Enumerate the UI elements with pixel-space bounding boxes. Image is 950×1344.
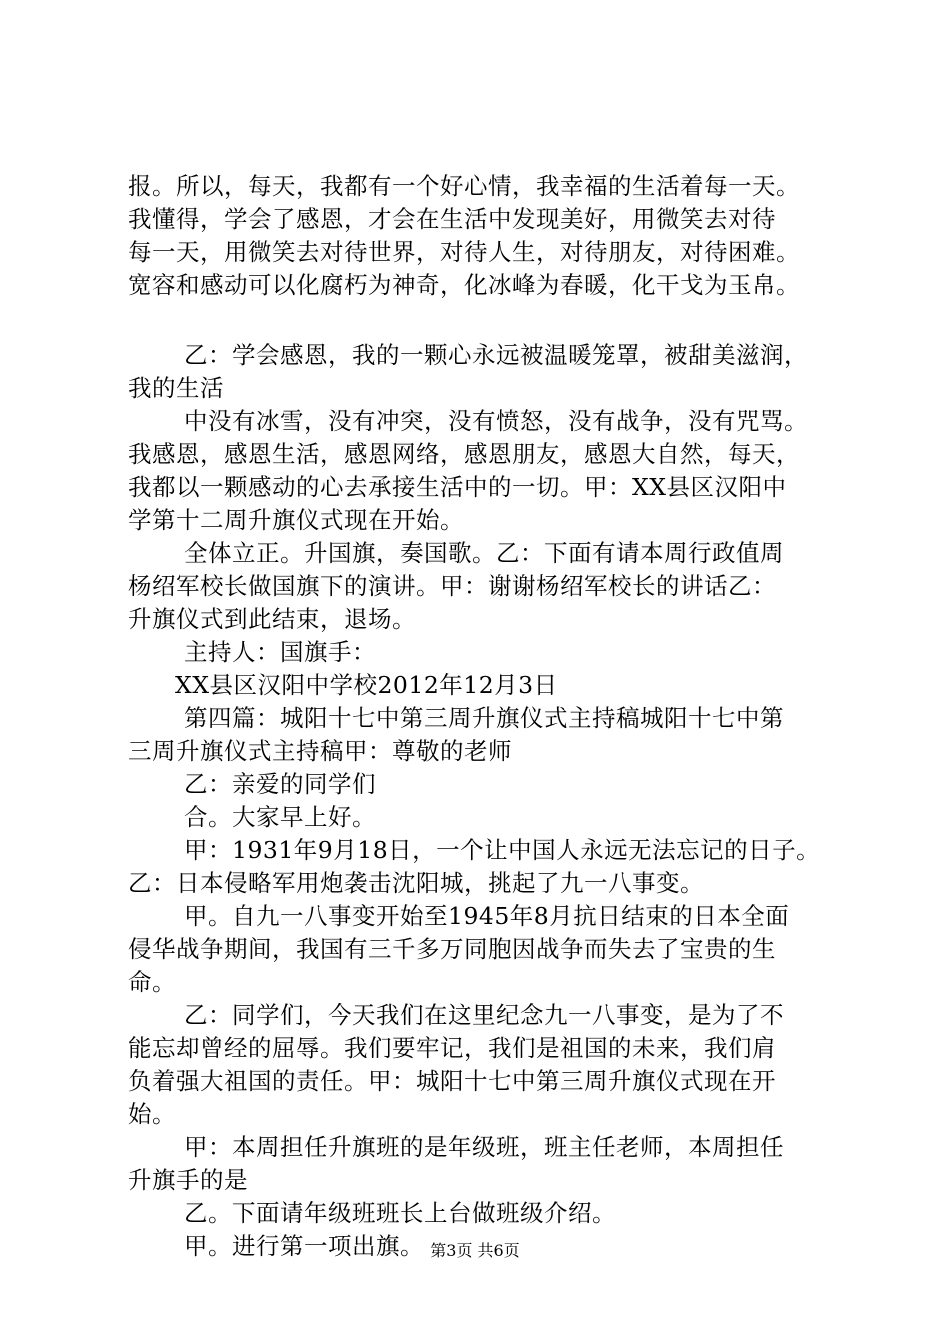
paragraph-line: 每一天，用微笑去对待世界，对待人生，对待朋友，对待困难。: [128, 238, 800, 266]
paragraph-line: 乙：学会感恩，我的一颗心永远被温暖笼罩，被甜美滋润，: [184, 341, 808, 369]
paragraph-line: 甲：1931年9月18日，一个让中国人永远无法忘记的日子。: [184, 836, 821, 864]
paragraph-line: 杨绍军校长做国旗下的演讲。甲：谢谢杨绍军校长的讲话乙：: [128, 572, 776, 600]
paragraph-line: 我懂得，学会了感恩，才会在生活中发现美好，用微笑去对待: [128, 205, 776, 233]
paragraph-line: 我感恩，感恩生活，感恩网络，感恩朋友，感恩大自然，每天，: [128, 440, 800, 468]
paragraph-line: 乙。下面请年级班班长上台做班级介绍。: [184, 1199, 616, 1227]
paragraph-line: 第四篇：城阳十七中第三周升旗仪式主持稿城阳十七中第: [184, 704, 784, 732]
paragraph-line: 三周升旗仪式主持稿甲：尊敬的老师: [128, 737, 512, 765]
paragraph-line: 合。大家早上好。: [184, 803, 376, 831]
paragraph-line: 中没有冰雪，没有冲突，没有愤怒，没有战争，没有咒骂。: [184, 407, 808, 435]
document-body: [128, 170, 840, 1263]
paragraph-line: 报。所以，每天，我都有一个好心情，我幸福的生活着每一天。: [128, 172, 800, 200]
paragraph-line: 能忘却曾经的屈辱。我们要牢记，我们是祖国的未来，我们肩: [128, 1034, 776, 1062]
paragraph-line: 升旗手的是: [128, 1166, 248, 1194]
paragraph-line: 甲。进行第一项出旗。: [184, 1232, 424, 1260]
paragraph-line: 始。: [128, 1100, 176, 1128]
paragraph-line: 甲。自九一八事变开始至1945年8月抗日结束的日本全面: [184, 902, 790, 930]
paragraph-line: 乙：日本侵略军用炮袭击沈阳城，挑起了九一八事变。: [128, 869, 704, 897]
paragraph-line: 宽容和感动可以化腐朽为神奇，化冰峰为春暖，化干戈为玉帛。: [128, 271, 800, 299]
paragraph-gap: [128, 302, 840, 339]
paragraph-line: 我的生活: [128, 374, 224, 402]
paragraph-line: 乙：亲爱的同学们: [184, 770, 376, 798]
paragraph-line: 甲：本周担任升旗班的是年级班，班主任老师，本周担任: [184, 1133, 784, 1161]
page-number-footer: 第3页 共6页: [430, 1241, 520, 1260]
paragraph-line: 学第十二周升旗仪式现在开始。: [128, 506, 464, 534]
paragraph-line: 负着强大祖国的责任。甲：城阳十七中第三周升旗仪式现在开: [128, 1067, 776, 1095]
paragraph-line: XX县区汉阳中学校2012年12月3日: [175, 671, 558, 699]
paragraph-line: 乙：同学们，今天我们在这里纪念九一八事变，是为了不: [184, 1001, 784, 1029]
paragraph-line: 全体立正。升国旗，奏国歌。乙：下面有请本周行政值周: [184, 539, 784, 567]
paragraph-line: 命。: [128, 968, 176, 996]
paragraph-line: 我都以一颗感动的心去承接生活中的一切。甲：XX县区汉阳中: [128, 473, 787, 501]
paragraph-line: 主持人：国旗手：: [184, 638, 376, 666]
paragraph-line: 升旗仪式到此结束，退场。: [128, 605, 416, 633]
paragraph-line: 侵华战争期间，我国有三千多万同胞因战争而失去了宝贵的生: [128, 935, 776, 963]
